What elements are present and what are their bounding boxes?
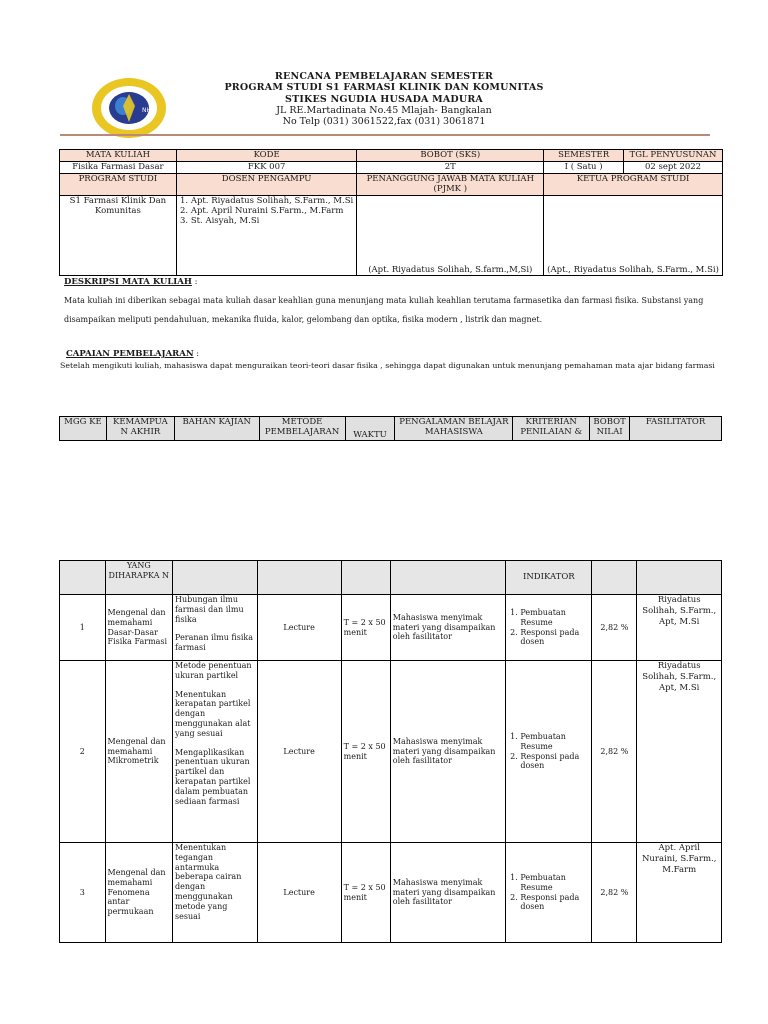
col-waktu: WAKTU <box>345 417 395 441</box>
bahan-item: Menentukan kerapatan partikel dengan menggunakan alat yang sesuai <box>175 689 251 738</box>
program-title: PROGRAM STUDI S1 FARMASI KLINIK DAN KOMUNITAS <box>224 82 544 93</box>
capaian-title: CAPAIAN PEMBELAJARAN <box>66 349 194 359</box>
col-kemampuan: KEMAMPUA N AKHIR <box>106 417 174 441</box>
value-kode: FKK 007 <box>176 162 357 174</box>
header-mata-kuliah: MATA KULIAH <box>60 150 177 162</box>
cont-fasilitator <box>637 561 722 595</box>
bahan-item: Menentukan tegangan antarmuka beberapa cairan dengan menggunakan metode yang sesuai <box>175 843 242 921</box>
value-semester: I ( Satu ) <box>544 162 624 174</box>
row-bobot: 2,82 % <box>592 843 637 943</box>
capaian-heading <box>66 349 199 359</box>
value-prodi: S1 Farmasi Klinik Dan Komunitas <box>60 196 177 276</box>
row-metode: Lecture <box>257 595 341 661</box>
svg-text:NHM: NHM <box>142 107 157 114</box>
kriteria-item: 2. Responsi pada dosen <box>520 893 589 913</box>
bahan-item: Mengaplikasikan penentuan ukuran partikel dan kerapatan partikel dalam pembuatan sediaan farmasi <box>175 747 251 806</box>
cont-kemampuan: YANG DIHARAPKA N <box>105 561 173 595</box>
row-waktu: T = 2 x 50 menit <box>341 661 390 843</box>
row-fasilitator: Apt. April Nuraini, S.Farm., M.Farm <box>637 843 722 943</box>
row-mgg: 2 <box>60 661 106 843</box>
row-metode: Lecture <box>257 661 341 843</box>
capaian-colon: : <box>193 349 200 359</box>
row-fasilitator: Riyadatus Solihah, S.Farm., Apt, M.Si <box>637 595 722 661</box>
col-metode: METODE PEMBELAJARAN <box>259 417 345 441</box>
value-tgl: 02 sept 2022 <box>624 162 723 174</box>
rps-body-table <box>59 560 722 943</box>
cont-waktu <box>341 561 390 595</box>
rps-header-table <box>59 416 722 441</box>
cont-mgg <box>60 561 106 595</box>
row-kemampuan: Mengenal dan memahami Mikrometrik <box>105 661 173 843</box>
bahan-item: Metode penentuan ukuran partikel <box>175 661 252 680</box>
row-waktu: T = 2 x 50 menit <box>341 843 390 943</box>
course-info-table <box>59 149 723 276</box>
value-bobot: 2T <box>357 162 544 174</box>
row-metode: Lecture <box>257 843 341 943</box>
col-pengalaman: PENGALAMAN BELAJAR MAHASISWA <box>395 417 513 441</box>
cont-bahan <box>173 561 258 595</box>
dosen-list-cell <box>176 196 357 276</box>
row-bahan <box>173 661 258 843</box>
value-pjmk: (Apt. Riyadatus Solihah, S.farm.,M,Si) <box>357 196 544 276</box>
header-semester: SEMESTER <box>544 150 624 162</box>
row-kriteria <box>506 661 592 843</box>
row-bahan <box>173 595 258 661</box>
institution-name: STIKES NGUDIA HUSADA MADURA <box>285 94 483 105</box>
kriteria-item: 2. Responsi pada dosen <box>520 752 589 772</box>
doc-title: RENCANA PEMBELAJARAN SEMESTER <box>274 71 494 82</box>
bahan-item: Peranan ilmu fisika farmasi <box>175 633 254 653</box>
row-kriteria <box>506 595 592 661</box>
kriteria-item: 1. Pembuatan Resume <box>520 873 589 893</box>
table-row <box>60 595 722 661</box>
header-tgl: TGL PENYUSUNAN <box>624 150 723 162</box>
header-pjmk: PENANGGUNG JAWAB MATA KULIAH (PJMK ) <box>357 174 544 196</box>
col-bobot: BOBOT NILAI <box>590 417 630 441</box>
row-bobot: 2,82 % <box>592 595 637 661</box>
dosen-item: 3. St. Aisyah, M.Si <box>191 216 355 226</box>
kriteria-item: 1. Pembuatan Resume <box>520 608 589 628</box>
cont-bobot <box>592 561 637 595</box>
col-kriterian: KRITERIAN PENILAIAN & <box>513 417 590 441</box>
kriteria-list <box>508 732 589 771</box>
row-kemampuan: Mengenal dan memahami Fenomena antar permukaan <box>105 843 173 943</box>
dosen-list <box>179 196 355 226</box>
capaian-text: Setelah mengikuti kuliah, mahasiswa dapat menguraikan teori-teori dasar fisika , sehingga dapat digunakan untuk menunjang pemahaman mata ajar bidang farmasi <box>60 361 715 370</box>
contact: No Telp (031) 3061522,fax (031) 3061871 <box>282 116 486 127</box>
deskripsi-colon: : <box>191 277 198 287</box>
col-fasilitator: FASILITATOR <box>630 417 722 441</box>
deskripsi-line-2: disampaikan meliputi pendahuluan, mekanika fluida, kalor, gelombang dan optika, fisika modern , listrik dan magnet. <box>64 315 543 324</box>
cont-indikator: INDIKATOR <box>506 561 592 595</box>
header-prodi: PROGRAM STUDI <box>60 174 177 196</box>
dosen-item: 1. Apt. Riyadatus Solihah, S.Farm., M.Si <box>191 196 355 206</box>
cont-metode <box>257 561 341 595</box>
value-mata-kuliah: Fisika Farmasi Dasar <box>60 162 177 174</box>
header-dosen: DOSEN PENGAMPU <box>176 174 357 196</box>
address: JL RE.Martadinata No.45 Mlajah- Bangkalan <box>276 105 492 116</box>
row-mgg: 1 <box>60 595 106 661</box>
header-bobot: BOBOT (SKS) <box>357 150 544 162</box>
table-row <box>60 843 722 943</box>
row-pengalaman: Mahasiswa menyimak materi yang disampaikan oleh fasilitator <box>390 843 506 943</box>
header-kode: KODE <box>176 150 357 162</box>
kriteria-list <box>508 873 589 912</box>
cont-pengalaman <box>390 561 506 595</box>
row-kriteria <box>506 843 592 943</box>
deskripsi-heading <box>64 277 198 287</box>
row-fasilitator: Riyadatus Solihah, S.Farm., Apt, M.Si <box>637 661 722 843</box>
kriteria-item: 1. Pembuatan Resume <box>520 732 589 752</box>
header-rule <box>60 134 710 136</box>
row-bahan <box>173 843 258 943</box>
header-kaprodi: KETUA PROGRAM STUDI <box>544 174 723 196</box>
deskripsi-title: DESKRIPSI MATA KULIAH <box>64 277 192 287</box>
bahan-item: Hubungan ilmu farmasi dan ilmu fisika <box>175 595 244 624</box>
table-row <box>60 661 722 843</box>
col-mgg: MGG KE <box>60 417 107 441</box>
kriteria-item: 2. Responsi pada dosen <box>520 628 589 648</box>
row-pengalaman: Mahasiswa menyimak materi yang disampaikan oleh fasilitator <box>390 661 506 843</box>
deskripsi-line-1: Mata kuliah ini diberikan sebagai mata kuliah dasar keahlian guna menunjang mata kuliah keahlian terutama farmasetika dan farmasi fisika. Substansi yang <box>64 296 704 305</box>
row-bobot: 2,82 % <box>592 661 637 843</box>
row-kemampuan: Mengenal dan memahami Dasar-Dasar Fisika Farmasi <box>105 595 173 661</box>
dosen-item: 2. Apt. April Nuraini S.Farm., M.Farm <box>191 206 355 216</box>
row-mgg: 3 <box>60 843 106 943</box>
kriteria-list <box>508 608 589 647</box>
row-waktu: T = 2 x 50 menit <box>341 595 390 661</box>
row-pengalaman: Mahasiswa menyimak materi yang disampaikan oleh fasilitator <box>390 595 506 661</box>
value-kaprodi: (Apt., Riyadatus Solihah, S.Farm., M.Si) <box>544 196 723 276</box>
col-bahan: BAHAN KAJIAN <box>174 417 259 441</box>
